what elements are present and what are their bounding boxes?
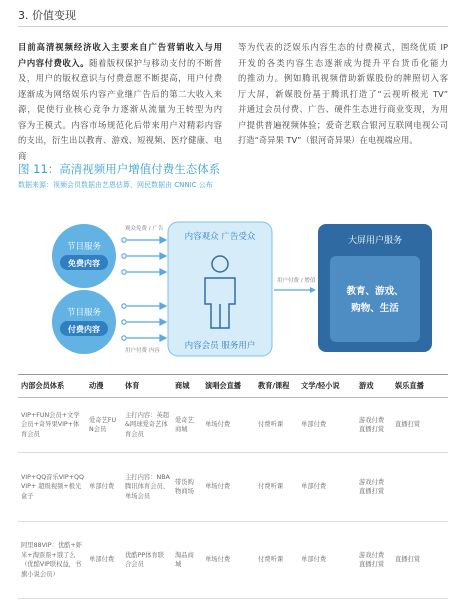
arrow-top-label: 观众免费 / 广告 <box>125 226 164 232</box>
text-line: 户提供普遍视频体验；爱奇艺联合银河互联网电视公司 <box>238 119 448 130</box>
table-cell: 直播打赏 <box>392 398 448 453</box>
arrow-right-label: 用户付费 / 增值 <box>277 278 316 284</box>
table-cell: 爱奇艺FUN会员 <box>86 398 122 453</box>
table-header: 娱乐直播 <box>392 375 448 398</box>
text-column-left <box>18 40 222 161</box>
link-arrow <box>122 335 166 341</box>
section-title: 3. 价值变现 <box>18 9 76 22</box>
bold-lead: 目前高清视频经济收入主要来自广告营销收入与用 <box>18 42 222 52</box>
table-cell: 单场付费 <box>202 522 255 599</box>
table-header: 体育 <box>122 375 172 398</box>
audience-bottom-label: 内容会员 服务用户 <box>184 341 256 351</box>
text-line: 开发的各类内容生态逐渐成为提升平台货币化能力 <box>238 57 448 68</box>
text-line: 并通过会员付费、广告、硬件生态进行商业变现，为用 <box>238 104 448 114</box>
text-line: 逐渐成为网络娱乐内容产业继广告后的第二大收入来 <box>18 88 222 99</box>
arrow-right <box>274 287 316 293</box>
audience-top-label: 内容观众 广告受众 <box>184 232 256 242</box>
text-line <box>18 40 222 56</box>
service-title: 节目服务 <box>66 242 102 252</box>
text-line: 等为代表的泛娱乐内容生态的付费模式，围绕优质 IP <box>238 42 448 52</box>
table-cell <box>392 453 448 522</box>
table-row <box>18 453 448 522</box>
table-cell: VIP+FUN会员+文学会员+奇异果VIP+体育会员 <box>18 398 86 453</box>
table-row <box>18 522 448 599</box>
text-line: 及，用户的版权意识与付费意愿不断提高，用户付费 <box>18 73 222 83</box>
text-run: 随着版权保护与移动支付的不断普 <box>89 57 222 68</box>
table-header: 游戏 <box>356 375 392 398</box>
program-service-free <box>52 224 116 288</box>
table-header: 商城 <box>172 375 202 398</box>
table-cell: 主打内容：英超&网球爱奇艺体育会员 <box>122 398 172 453</box>
link-arrows-top <box>122 237 166 275</box>
text-line: 源，促使行业核心竞争力逐渐从流量为王转型为内 <box>18 104 222 114</box>
section-divider <box>18 26 448 27</box>
ecosystem-diagram <box>0 198 466 368</box>
table-cell: 单场付费 <box>202 453 255 522</box>
table-cell: 单场付费 <box>202 398 255 453</box>
figure-source: 数据来源：视频会员数据由艺恩估算，网民数据由 CNNIC 公布 <box>18 181 213 189</box>
link-arrow <box>122 237 166 243</box>
table-header: 文学/轻小说 <box>298 375 356 398</box>
program-service-paid <box>52 290 116 354</box>
link-arrow <box>122 319 166 325</box>
table-cell: 带货购物商场 <box>172 453 202 522</box>
link-arrow <box>122 253 166 259</box>
table-cell: 付费听课 <box>255 453 298 522</box>
link-arrows-bottom <box>122 303 166 341</box>
link-arrow <box>122 303 166 309</box>
bold-lead: 户内容付费收入。 <box>18 57 90 68</box>
table-cell: 主打内容：NBA 腾讯体育会员、单场会员 <box>122 453 172 522</box>
table-header-row <box>18 375 448 398</box>
table-cell: 单部付费 <box>86 522 122 599</box>
service-title: 节目服务 <box>66 308 102 318</box>
table-cell: 付费听课 <box>255 398 298 453</box>
audience-box <box>168 222 272 356</box>
table-header: 教育/课程 <box>255 375 298 398</box>
table-cell: 优酷PP体育联合会员 <box>122 522 172 599</box>
arrow-bottom-label: 用户付费 内容 <box>125 348 160 354</box>
table-cell: 单部付费 <box>298 453 356 522</box>
text-line: 打造“奇异果 TV”（银河奇异果）在电视端应用。 <box>238 135 418 145</box>
free-content-label: 免费内容 <box>68 259 100 268</box>
text-line: 厅大屏，新媒股份基于腾讯打造了“云视听极光 TV” <box>238 88 448 99</box>
membership-table <box>18 374 448 599</box>
table-cell: 游戏付费直播打赏 <box>356 453 392 522</box>
table-cell: 游戏付费直播打赏 <box>356 398 392 453</box>
table-cell: 单部付费 <box>86 453 122 522</box>
big-screen-service-box <box>318 224 432 352</box>
big-screen-title: 大屏用户服务 <box>347 236 403 246</box>
table-cell: 付费听课 <box>255 522 298 599</box>
text-line: 的推动力。例如腾讯视频借助新媒股份的牌照切入客 <box>238 73 448 83</box>
audience-box-bg <box>168 222 272 356</box>
figure-title: 图 11：高清视频用户增值付费生态体系 <box>18 162 221 176</box>
paid-content-label: 付费内容 <box>68 325 100 334</box>
table-cell: 直播打赏 <box>392 522 448 599</box>
table-header: 演唱会直播 <box>202 375 255 398</box>
text-line: 的支出，衍生出以教育、游戏、短视频、医疗健康、电商 <box>18 135 222 161</box>
table-cell: 阿里88VIP：优酷+虾米+淘票票+饿了么（优酷VIP联权益，书旗小说会员） <box>18 522 86 599</box>
text-line <box>18 56 222 72</box>
table-cell: VIP+QQ音乐VIP+QQVIP+ 超级视频+极光盒子 <box>18 453 86 522</box>
table-cell: 游戏付费直播打赏 <box>356 522 392 599</box>
table-cell: 淘品商城 <box>172 522 202 599</box>
table-cell: 单部付费 <box>298 398 356 453</box>
link-arrow <box>122 269 166 275</box>
big-screen-line: 教育、游戏、 <box>346 286 404 297</box>
text-line: 容为王模式。内容市场规范化后带来用户对精彩内容 <box>18 119 222 130</box>
big-screen-inner <box>330 256 420 342</box>
table-cell: 单部付费 <box>298 522 356 599</box>
big-screen-line: 购物、生活 <box>351 303 399 314</box>
table-header: 内部会员体系 <box>18 375 86 398</box>
table-header: 动漫 <box>86 375 122 398</box>
table-row <box>18 398 448 453</box>
table-cell: 爱奇艺商城 <box>172 398 202 453</box>
text-column-right <box>238 40 448 149</box>
